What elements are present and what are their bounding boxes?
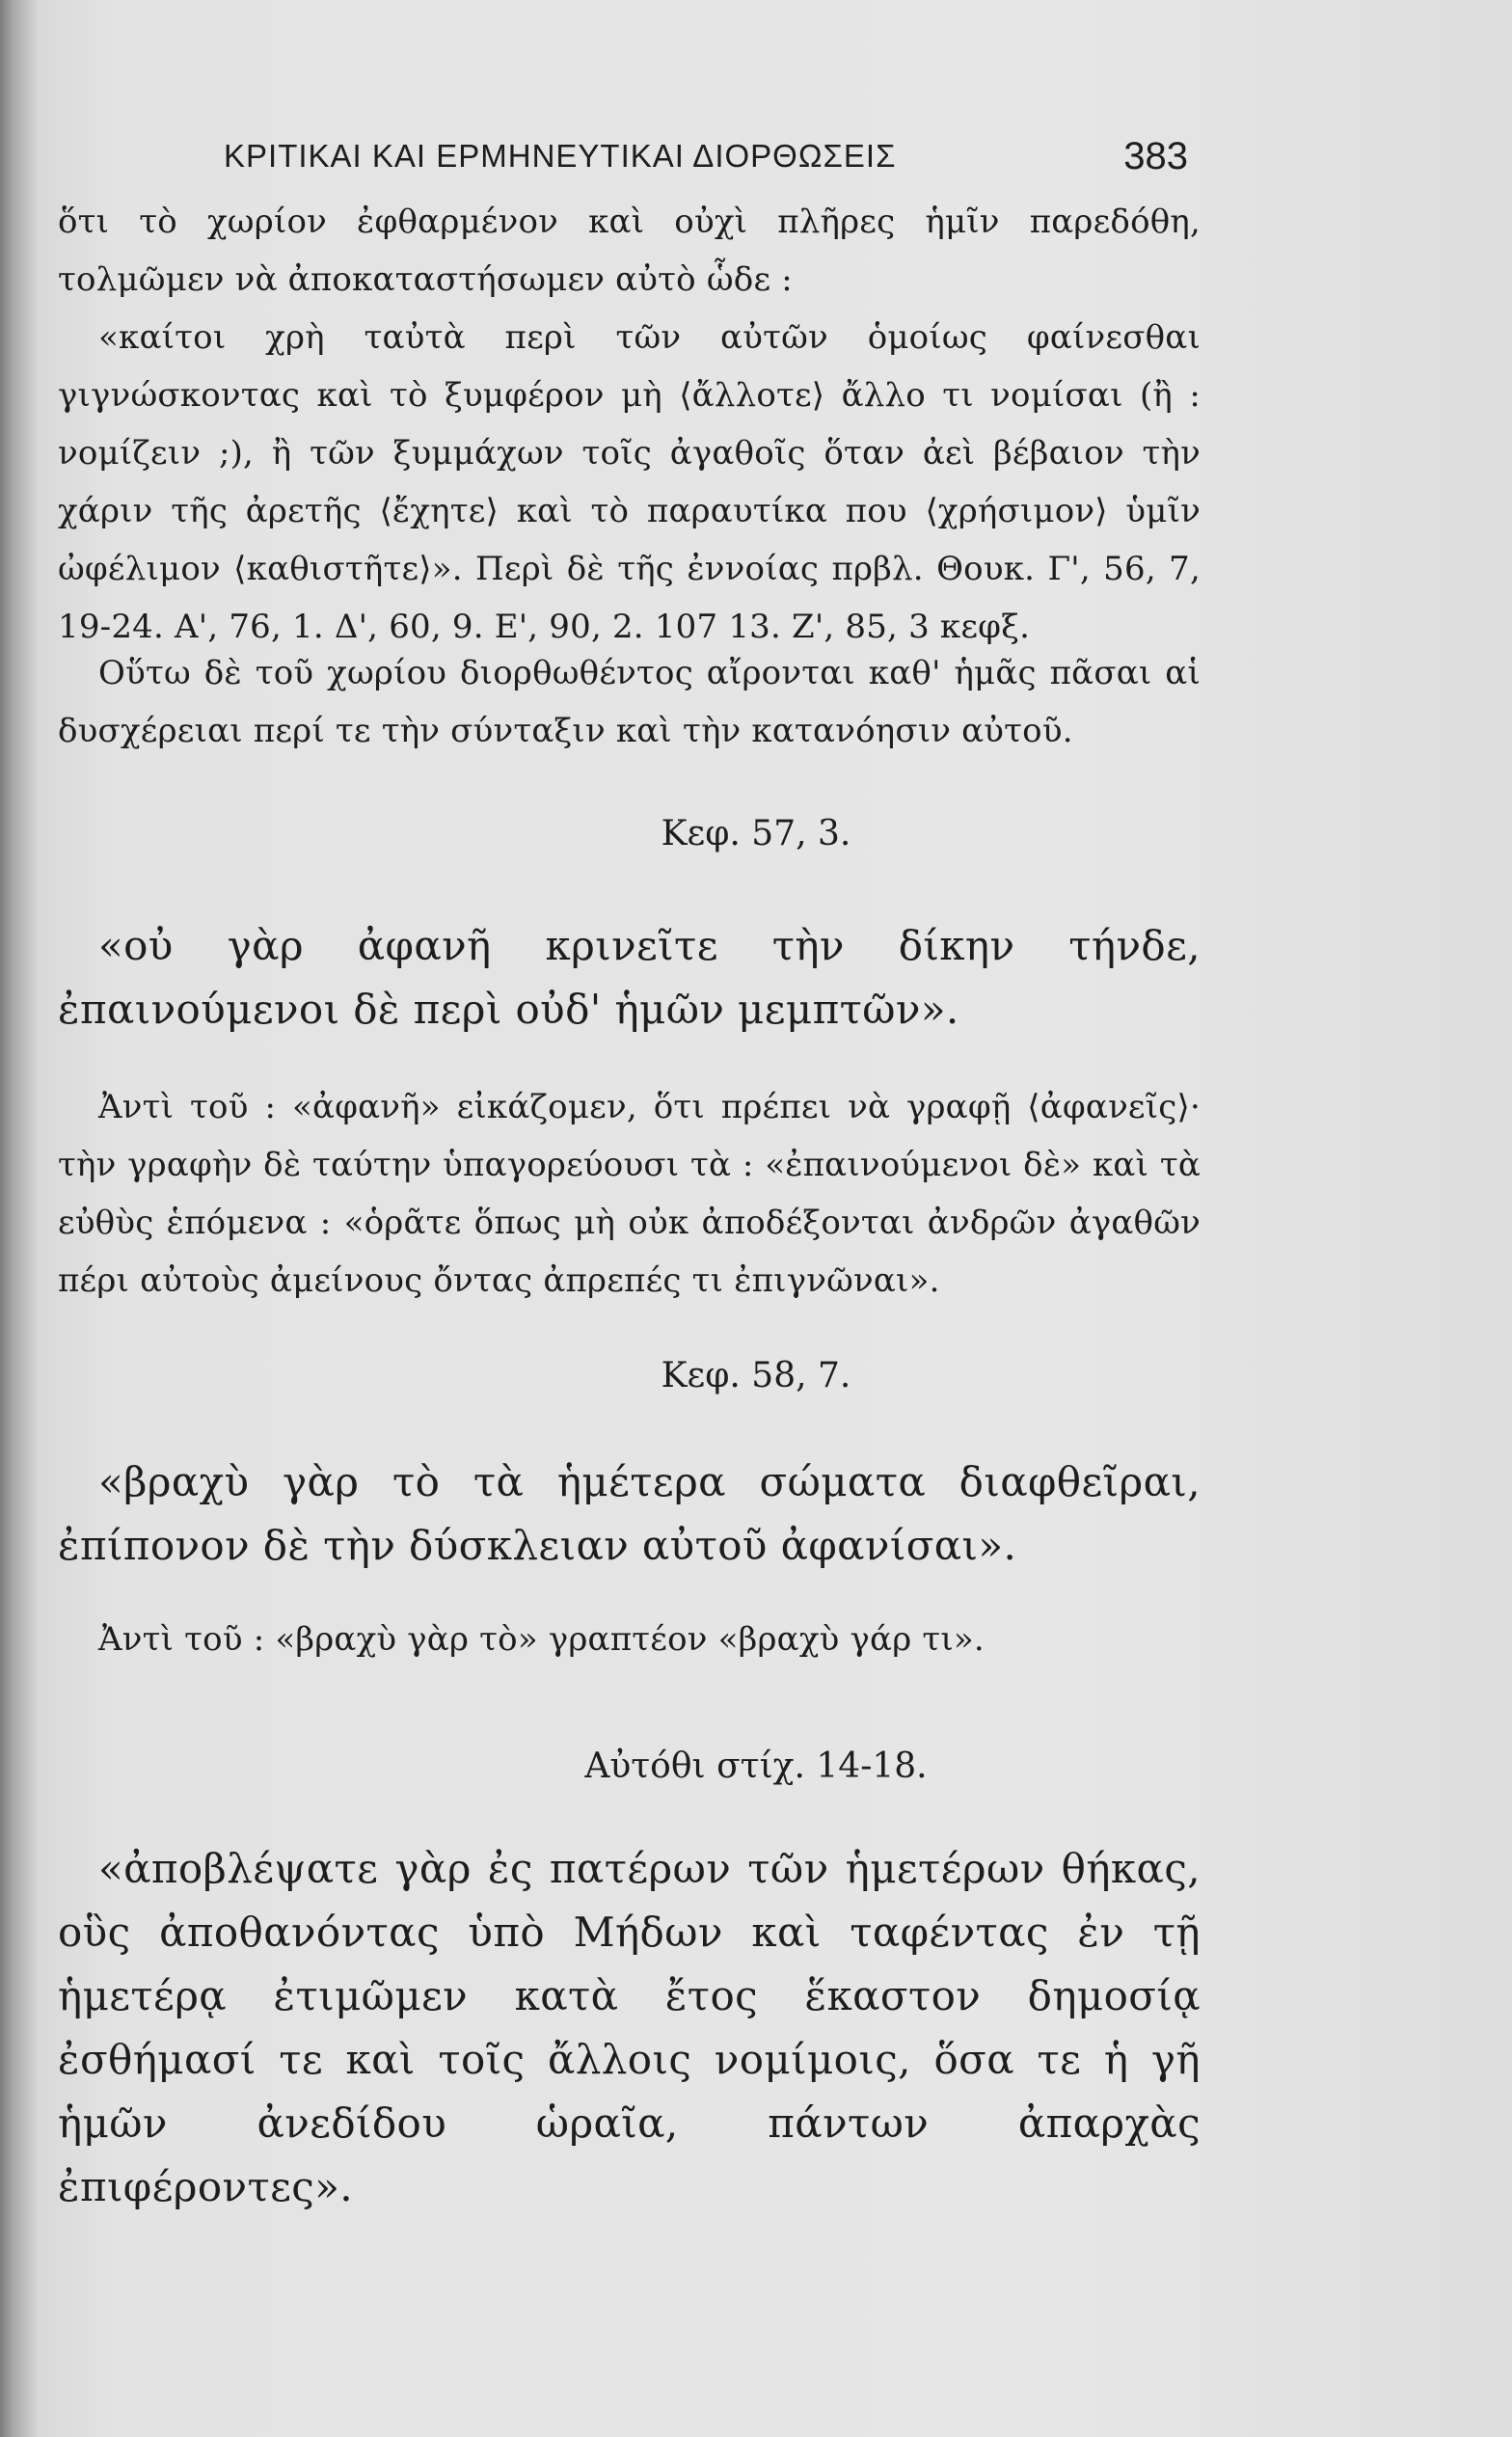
section-heading-58: Κεφ. 58, 7. <box>661 1356 851 1395</box>
quote-57-paragraph: «οὐ γὰρ ἀφανῆ κρινεῖτε τὴν δίκην τήνδε, ἐπαινούμενοι δὲ περὶ οὐδ' ἡμῶν μεμπτῶν». <box>58 922 1201 1033</box>
comment-57-block <box>58 1078 1201 1310</box>
restored-quote-block <box>58 309 1201 656</box>
quote-ibid-block <box>58 1837 1201 2219</box>
quote-ibid-paragraph: «ἀποβλέψατε γὰρ ἐς πατέρων τῶν ἡμετέρων θήκας, οὓς ἀποθανόντας ὑπὸ Μήδων καὶ ταφέντας ἐν τῇ ἡμετέρᾳ ἐτιμῶμεν κατὰ ἔτος ἕκαστον δημοσίᾳ ἐσθήμασί τε καὶ τοῖς ἄλλοις νομίμοις, ὅσα τε ἡ γῆ ἡμῶν ἀνεδίδου ὡραῖα, πάντων ἀπαρχὰς ἐπιφέροντες». <box>58 1845 1201 2210</box>
quote-58-block <box>58 1450 1201 1578</box>
running-head: ΚΡΙΤΙΚΑΙ ΚΑΙ ΕΡΜΗΝΕΥΤΙΚΑΙ ΔΙΟΡΘΩΣΕΙΣ <box>224 138 897 174</box>
comment-58-block <box>58 1611 1201 1668</box>
page-number: 383 <box>1123 134 1188 177</box>
comment-57-paragraph: Ἀντὶ τοῦ : «ἀφανῆ» εἰκάζομεν, ὅτι πρέπει νὰ γραφῇ ⟨ἀφανεῖς⟩· τὴν γραφὴν δὲ ταύτην ὑπαγορεύουσι τὰ : «ἐπαινούμενοι δὲ» καὶ τὰ εὐθὺς ἑπόμενα : «ὁρᾶτε ὅπως μὴ οὐκ ἀποδέξονται ἀνδρῶν ἀγαθῶν πέρι αὐτοὺς ἀμείνους ὄντας ἀπρεπές τι ἐπιγνῶναι». <box>58 1088 1201 1300</box>
resolution-paragraph: Οὕτω δὲ τοῦ χωρίου διορθωθέντος αἴρονται καθ' ἡμᾶς πᾶσαι αἱ δυσχέρειαι περί τε τὴν σύνταξιν καὶ τὴν κατανόησιν αὐτοῦ. <box>58 654 1201 750</box>
comment-58-paragraph: Ἀντὶ τοῦ : «βραχὺ γὰρ τὸ» γραπτέον «βραχὺ γάρ τι». <box>98 1620 985 1659</box>
quote-57-block <box>58 914 1201 1042</box>
intro-paragraph: ὅτι τὸ χωρίον ἐφθαρμένον καὶ οὐχὶ πλῆρες ἡμῖν παρεδόθη, τολμῶμεν νὰ ἀποκαταστήσωμεν αὐτὸ ὧδε : <box>58 203 1201 299</box>
resolution-block <box>58 644 1201 760</box>
page-header <box>224 127 1188 185</box>
restored-quote-paragraph: «καίτοι χρὴ ταὐτὰ περὶ τῶν αὐτῶν ὁμοίως φαίνεσθαι γιγνώσκοντας καὶ τὸ ξυμφέρον μὴ ⟨ἄλλοτε⟩ ἄλλο τι νομίσαι (ἢ : νομίζειν ;), ἢ τῶν ξυμμάχων τοῖς ἀγαθοῖς ὅταν ἀεὶ βέβαιον τὴν χάριν τῆς ἀρετῆς ⟨ἔχητε⟩ καὶ τὸ παραυτίκα που ⟨χρήσιμον⟩ ὑμῖν ὠφέλιμον ⟨καθιστῆτε⟩». Περὶ δὲ τῆς ἐννοίας πρβλ. Θουκ. Γ', 56, 7, 19-24. Α', 76, 1. Δ', 60, 9. Ε', 90, 2. 107 13. Ζ', 85, 3 κεφξ. <box>58 318 1201 646</box>
section-heading-ibid: Αὐτόθι στίχ. 14-18. <box>584 1747 928 1786</box>
intro-block <box>58 193 1201 309</box>
quote-58-paragraph: «βραχὺ γὰρ τὸ τὰ ἡμέτερα σώματα διαφθεῖραι, ἐπίπονον δὲ τὴν δύσκλειαν αὐτοῦ ἀφανίσαι». <box>58 1458 1201 1569</box>
section-heading-57: Κεφ. 57, 3. <box>661 814 851 853</box>
